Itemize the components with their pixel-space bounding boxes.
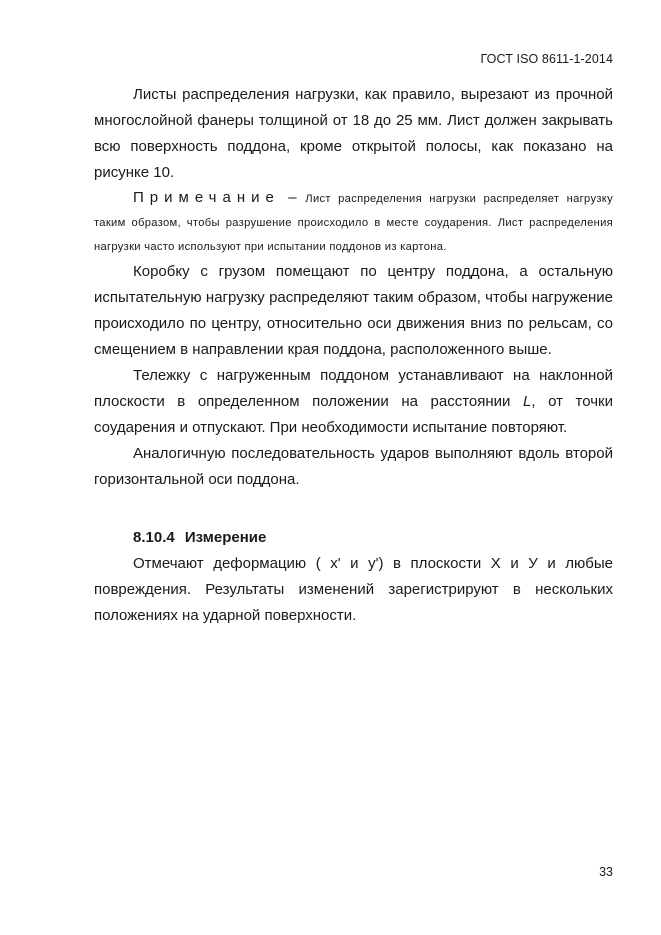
distance-variable: L (522, 393, 532, 410)
paragraph-load-sheets: Листы распределения нагрузки, как правило, вырезают из прочной многослойной фанеры толщиной от 18 до 25 мм. Лист должен закрывать всю поверхность поддона, кроме открытой полосы, как показано на рисунке 10. (94, 86, 613, 181)
note-label: Примечание (133, 189, 280, 206)
note-dash: – (279, 189, 306, 206)
note-block (94, 186, 613, 259)
section-number: 8.10.4 (133, 529, 175, 546)
section-heading (94, 525, 613, 551)
page-number: 33 (599, 865, 613, 879)
document-code: ГОСТ ISO 8611-1-2014 (480, 52, 613, 66)
paragraph-box-placement: Коробку с грузом помещают по центру поддона, а остальную испытательную нагрузку распределяют таким образом, чтобы нагружение происходило по центру, относительно оси движения вниз по рельсам, со смещением в направлении края поддона, расположенного выше. (94, 263, 613, 358)
trolley-text-end: , от точки соударения и отпускают. При необходимости испытание повторяют. (94, 393, 613, 436)
paragraph-second-axis: Аналогичную последовательность ударов выполняют вдоль второй горизонтальной оси поддона. (94, 445, 613, 488)
trolley-text-start: Тележку с нагруженным поддоном устанавливают на наклонной плоскости в определенном положении на расстоянии (94, 367, 613, 410)
note-text: Лист распределения нагрузки распределяет нагрузку таким образом, чтобы разрушение происходило в месте соударения. Лист распределения нагрузки часто используют при испытании поддонов из картона. (94, 193, 613, 253)
paragraph-measurement: Отмечают деформацию ( x' и y') в плоскости Х и У и любые повреждения. Результаты изменений зарегистрируют в нескольких положениях на ударной поверхности. (94, 555, 613, 624)
section-title: Измерение (184, 529, 267, 546)
page-body (94, 82, 613, 629)
paragraph-trolley (94, 363, 613, 441)
